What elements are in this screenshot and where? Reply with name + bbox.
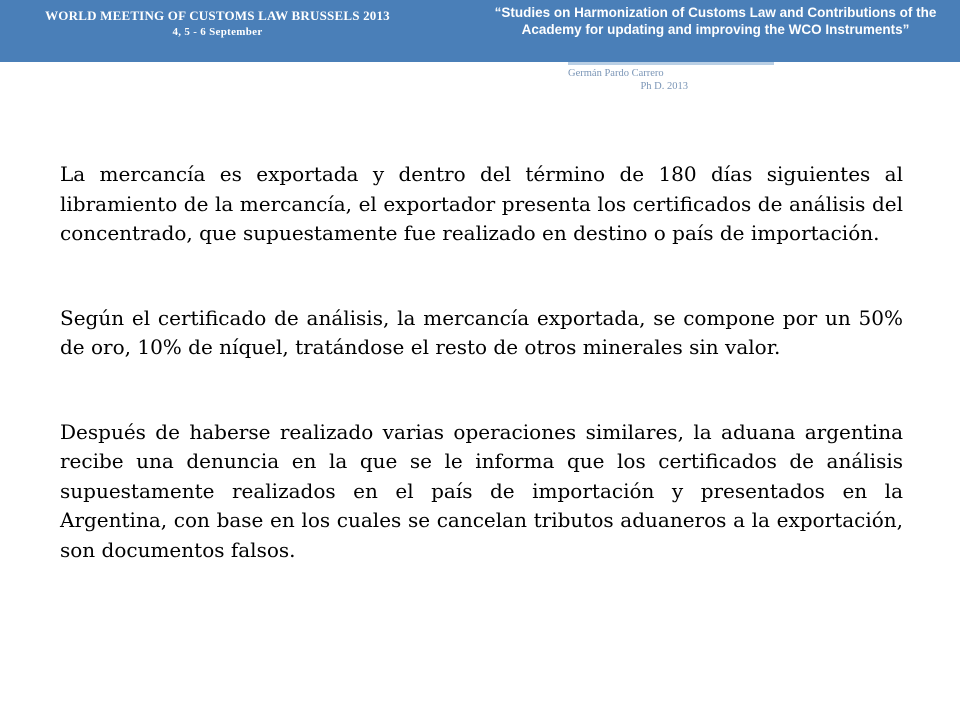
author-name: Germán Pardo Carrero	[568, 68, 664, 79]
event-dates: 4, 5 - 6 September	[172, 26, 263, 38]
author-block	[568, 67, 688, 93]
author-degree: Ph D. 2013	[640, 81, 688, 92]
paragraph-export: La mercancía es exportada y dentro del término de 180 días siguientes al libramiento de la mercancía, el exportador presenta los certificados de análisis del concentrado, que supuestamente fue realizado en destino o país de importación.	[60, 162, 903, 245]
slide-body	[60, 160, 903, 620]
paragraph-complaint: Después de haberse realizado varias operaciones similares, la aduana argentina recibe una denuncia en la que se le informa que los certificados de análisis supuestamente realizados en el país de importación y presentados en la Argentina, con base en los cuales se cancelan tributos aduaneros a la exportación, son documentos falsos.	[60, 419, 903, 562]
presentation-title: “Studies on Harmonization of Customs Law and Contributions of the Academy for updating and improving the WCO Instruments”	[494, 5, 937, 37]
header-bar	[0, 0, 960, 62]
event-title: WORLD MEETING OF CUSTOMS LAW BRUSSELS 2013	[45, 8, 390, 23]
paragraph-composition: Según el certificado de análisis, la mercancía exportada, se compone por un 50% de oro, 10% de níquel, tratándose el resto de otros minerales sin valor.	[60, 305, 903, 359]
event-info	[20, 8, 415, 38]
accent-underline	[568, 62, 774, 65]
